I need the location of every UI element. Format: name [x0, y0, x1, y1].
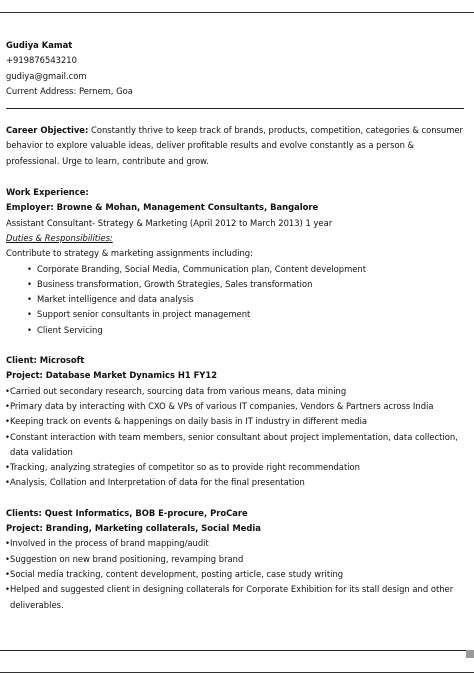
list-item: • Keeping track on events & happenings on daily basis in IT industry in different media — [6, 414, 464, 429]
client-microsoft — [6, 353, 464, 491]
work-experience-heading: Work Experience: — [6, 187, 89, 198]
email-address: gudiya@gmail.com — [6, 70, 87, 81]
employer-line: Employer: Browne & Mohan, Management Consultants, Bangalore — [6, 202, 319, 213]
candidate-name: Gudiya Kamat — [6, 40, 73, 50]
list-item: • Helped and suggested client in designing collaterals for Corporate Exhibition for its stall design and other deliverables. — [6, 582, 464, 613]
page-top-border — [0, 0, 474, 13]
next-page-edge — [0, 672, 474, 673]
list-item: • Social media tracking, content development, posting article, case study writing — [6, 567, 464, 582]
client-heading: Clients: Quest Informatics, BOB E-procure, ProCare — [6, 507, 248, 518]
list-item: • Tracking, analyzing strategies of competitor so as to provide right recommendation — [6, 460, 464, 475]
list-item: • Involved in the process of brand mapping/audit — [6, 536, 464, 551]
resume-page — [6, 38, 464, 613]
current-address: Current Address: Pernem, Goa — [6, 85, 133, 96]
work-experience — [6, 185, 464, 338]
list-item: • Client Servicing — [27, 323, 464, 338]
page-corner-mark — [466, 650, 474, 658]
career-objective-text: Constantly thrive to keep track of brands, products, competition, categories & consumer behavior to explore valuable ideas, deliver profitable results and evolve constantly as a person & professional. Urge to learn, contribute and grow. — [6, 125, 463, 166]
contact-block — [6, 38, 464, 99]
duties-intro: Contribute to strategy & marketing assignments including: — [6, 248, 253, 259]
page-bottom-border — [0, 650, 474, 651]
career-objective — [6, 123, 464, 169]
list-item: • Primary data by interacting with CXO & VPs of various IT companies, Vendors & Partners across India — [6, 399, 464, 414]
role-line: Assistant Consultant- Strategy & Marketing (April 2012 to March 2013) 1 year — [6, 217, 333, 228]
list-item: • Carried out secondary research, sourcing data from various means, data mining — [6, 384, 464, 399]
list-item: • Constant interaction with team members, senior consultant about project implementation, data collection, data validation — [6, 430, 464, 461]
project-heading: Project: Branding, Marketing collaterals, Social Media — [6, 523, 261, 534]
project-heading: Project: Database Market Dynamics H1 FY12 — [6, 370, 218, 381]
client-quest-informatics — [6, 506, 464, 613]
duties-heading: Duties & Responsibilities: — [6, 232, 113, 243]
list-item: • Market intelligence and data analysis — [27, 292, 464, 307]
career-objective-label: Career Objective: — [6, 125, 89, 136]
phone-number: +919876543210 — [6, 55, 77, 66]
list-item: • Corporate Branding, Social Media, Communication plan, Content development — [27, 262, 464, 277]
list-item: • Suggestion on new brand positioning, revamping brand — [6, 552, 464, 567]
header-divider — [6, 108, 464, 109]
list-item: • Support senior consultants in project management — [27, 307, 464, 322]
list-item: • Business transformation, Growth Strategies, Sales transformation — [27, 277, 464, 292]
list-item: • Analysis, Collation and Interpretation of data for the final presentation — [6, 475, 464, 490]
client-heading: Client: Microsoft — [6, 355, 85, 366]
duties-list — [6, 262, 464, 338]
